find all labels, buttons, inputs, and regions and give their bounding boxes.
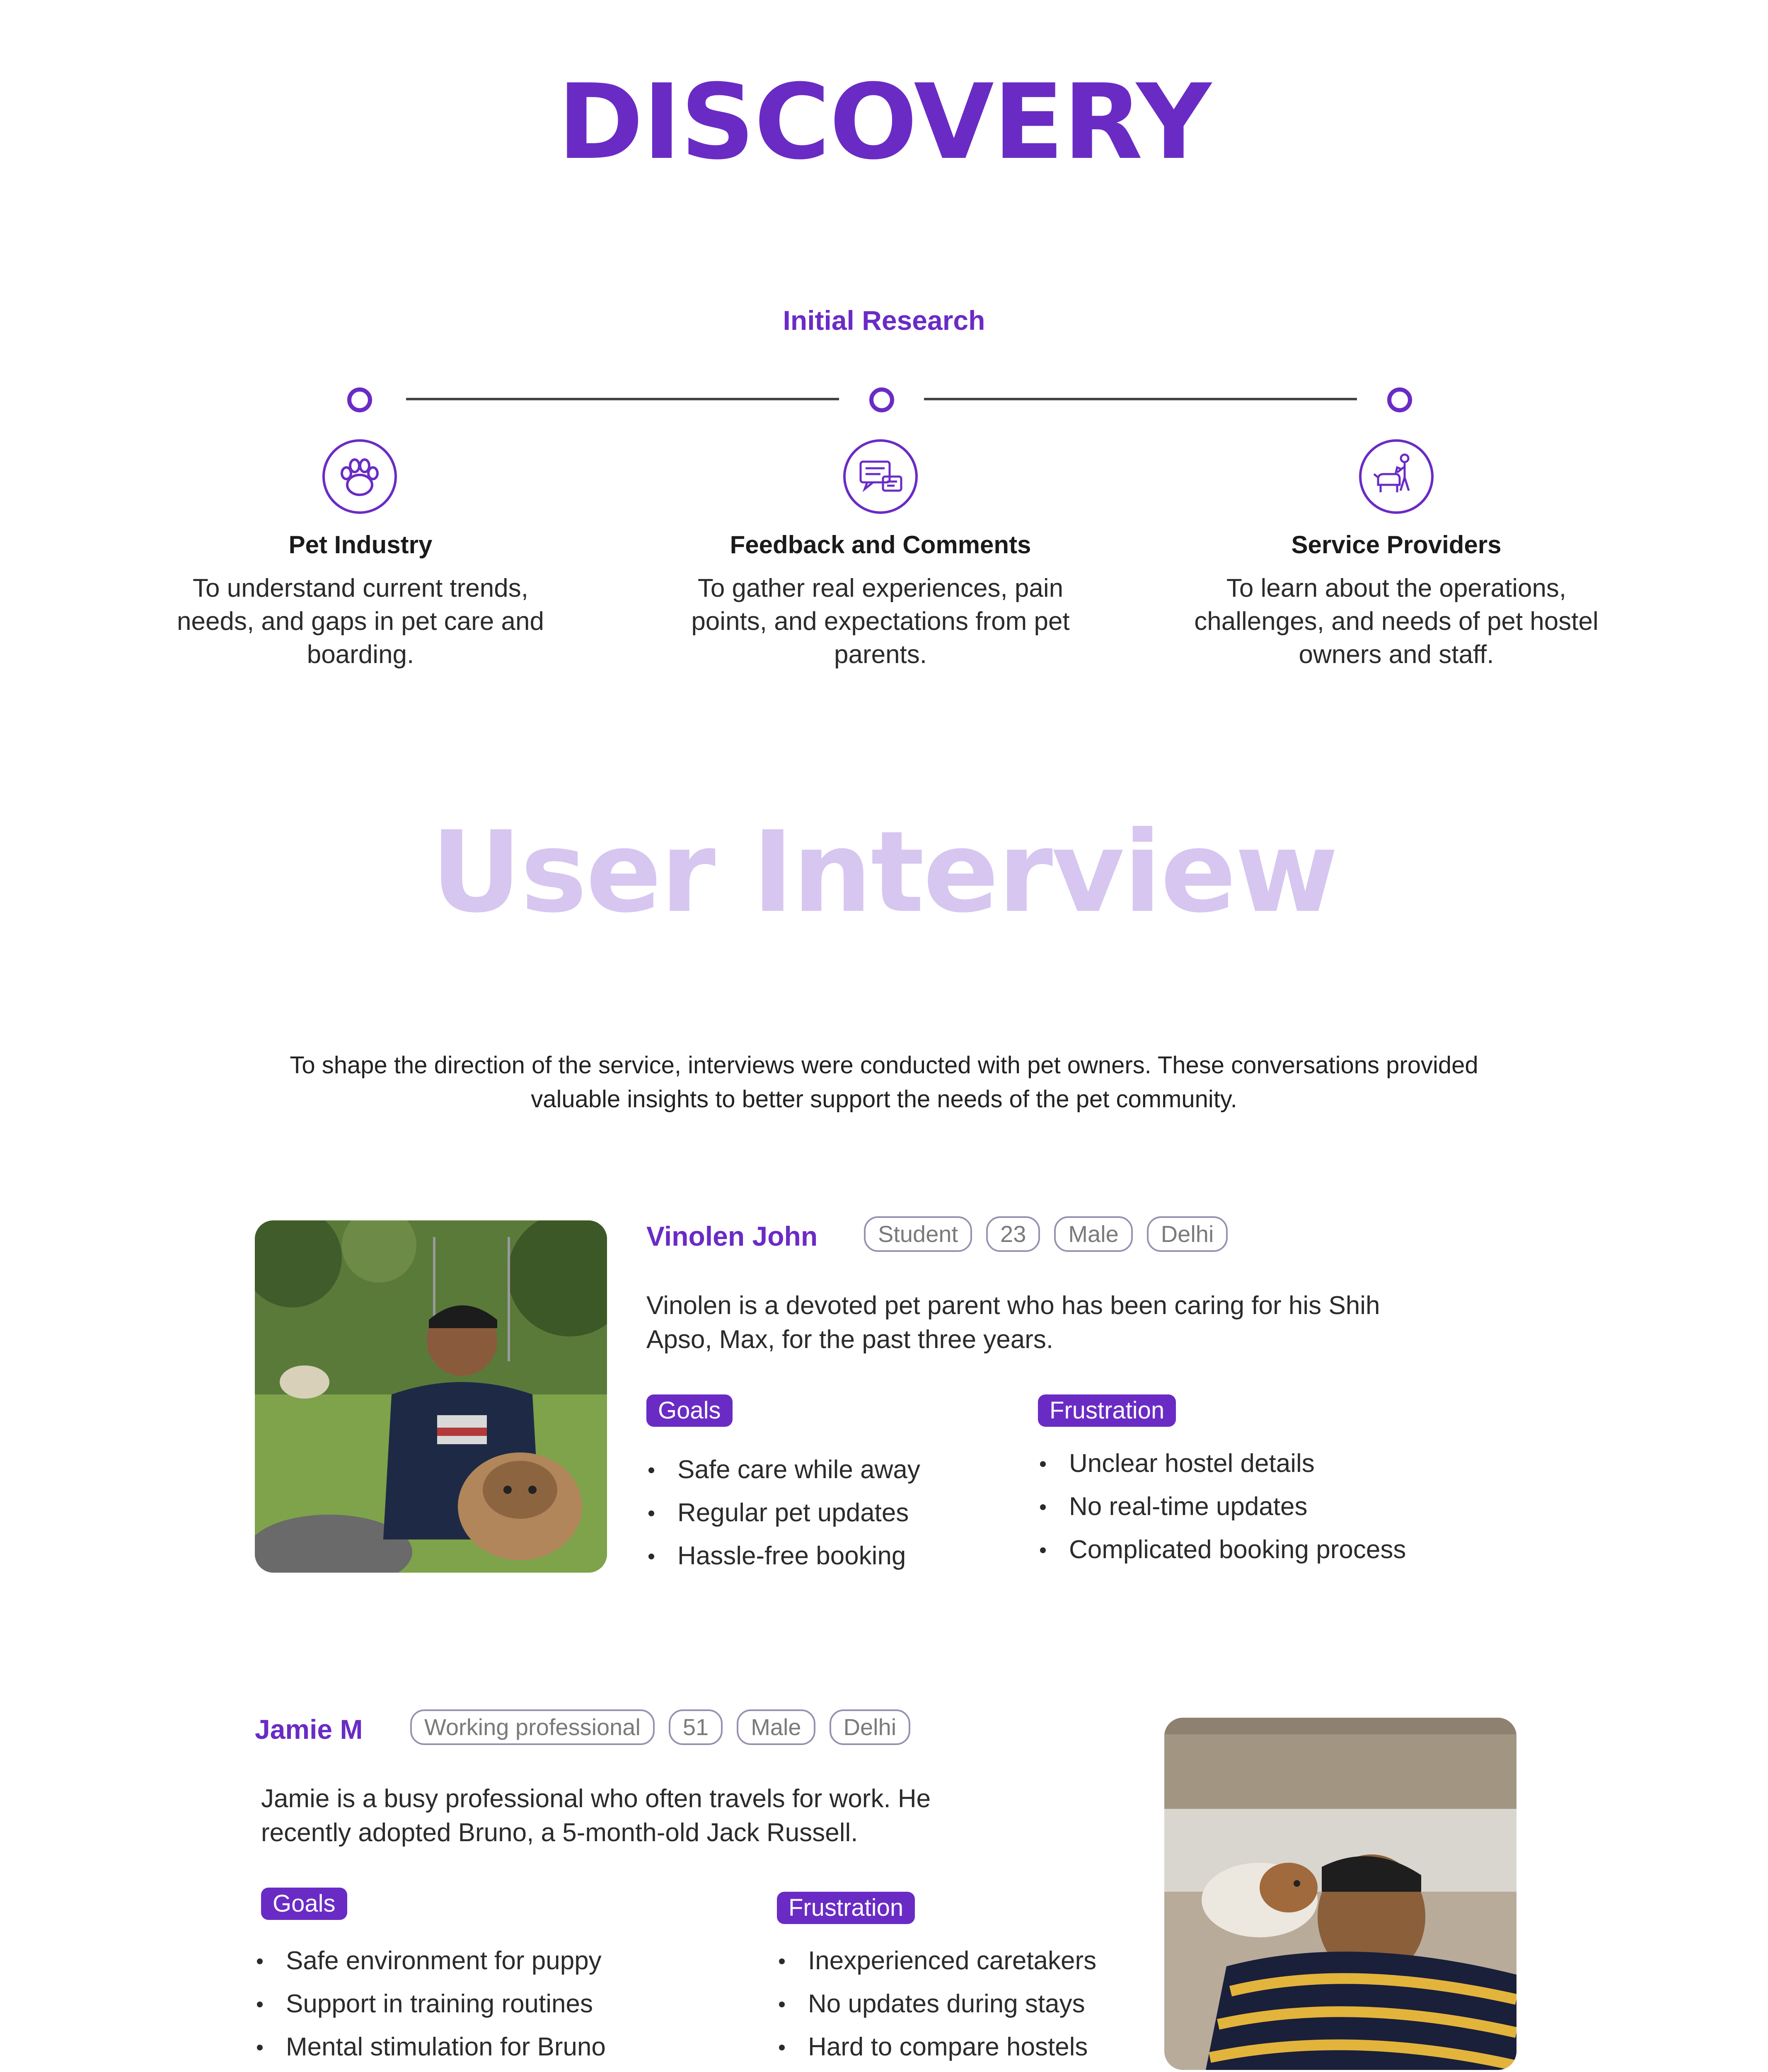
timeline-dot-2 <box>869 387 894 412</box>
list-item: Hassle-free booking <box>646 1535 920 1578</box>
discovery-title: DISCOVERY <box>557 62 1211 182</box>
frustration-label: Frustration <box>777 1892 915 1924</box>
column-title-feedback: Feedback and Comments <box>730 531 1031 559</box>
tag-gender: Male <box>1054 1216 1132 1252</box>
column-desc-pet-industry: To understand current trends, needs, and gaps in pet care and boarding. <box>177 574 544 669</box>
timeline-line-2 <box>924 398 1357 400</box>
list-item: Safe environment for puppy <box>255 1939 606 1982</box>
goals-list-jamie <box>255 1939 606 2069</box>
tag-city: Delhi <box>1147 1216 1228 1252</box>
goals-label: Goals <box>646 1394 733 1427</box>
goals-list-vinolen <box>646 1448 920 1578</box>
user-interview-title: User Interview <box>431 807 1337 937</box>
timeline-dot-1 <box>347 387 372 412</box>
list-item: Inexperienced caretakers <box>777 1939 1096 1982</box>
goals-label: Goals <box>261 1888 347 1920</box>
list-item: No updates during stays <box>777 1982 1096 2026</box>
persona-name-jamie: Jamie M <box>255 1714 363 1745</box>
frustrations-list-vinolen <box>1038 1442 1406 1571</box>
list-item: No real-time updates <box>1038 1485 1406 1528</box>
tag-occupation: Working professional <box>410 1709 655 1745</box>
persona-photo-jamie <box>1164 1718 1516 2070</box>
persona-photo-vinolen <box>255 1220 607 1573</box>
tag-gender: Male <box>737 1709 815 1745</box>
timeline-line-1 <box>406 398 839 400</box>
initial-research-label: Initial Research <box>783 305 985 336</box>
list-item: Safe care while away <box>646 1448 920 1491</box>
list-item: Regular pet updates <box>646 1491 920 1535</box>
tag-occupation: Student <box>864 1216 972 1252</box>
frustrations-list-jamie <box>777 1939 1096 2069</box>
feedback-chat-icon <box>843 439 918 514</box>
list-item: Hard to compare hostels <box>777 2026 1096 2069</box>
paw-print-icon <box>322 439 397 514</box>
frustration-label: Frustration <box>1038 1394 1176 1427</box>
timeline-dot-3 <box>1387 387 1412 412</box>
tag-age: 23 <box>986 1216 1040 1252</box>
service-dog-icon <box>1359 439 1434 514</box>
persona-desc-jamie: Jamie is a busy professional who often travels for work. He recently adopted Bruno, a 5-month-old Jack Russell. <box>261 1784 931 1847</box>
column-title-service-providers: Service Providers <box>1291 531 1502 559</box>
persona-desc-vinolen: Vinolen is a devoted pet parent who has been caring for his Shih Apso, Max, for the past three years. <box>646 1291 1380 1354</box>
list-item: Support in training routines <box>255 1982 606 2026</box>
list-item: Unclear hostel details <box>1038 1442 1406 1485</box>
user-interview-intro: To shape the direction of the service, interviews were conducted with pet owners. These conversations provided valuable insights to better support the needs of the pet community. <box>290 1052 1478 1113</box>
persona-tags-vinolen <box>864 1216 1242 1252</box>
tag-city: Delhi <box>830 1709 911 1745</box>
column-title-pet-industry: Pet Industry <box>288 531 433 559</box>
tag-age: 51 <box>669 1709 723 1745</box>
list-item: Mental stimulation for Bruno <box>255 2026 606 2069</box>
persona-name-vinolen: Vinolen John <box>646 1221 818 1251</box>
list-item: Complicated booking process <box>1038 1528 1406 1571</box>
column-desc-feedback: To gather real experiences, pain points, and expectations from pet parents. <box>691 574 1070 669</box>
persona-tags-jamie <box>410 1709 924 1745</box>
column-desc-service-providers: To learn about the operations, challenges, and needs of pet hostel owners and staff. <box>1194 574 1599 669</box>
